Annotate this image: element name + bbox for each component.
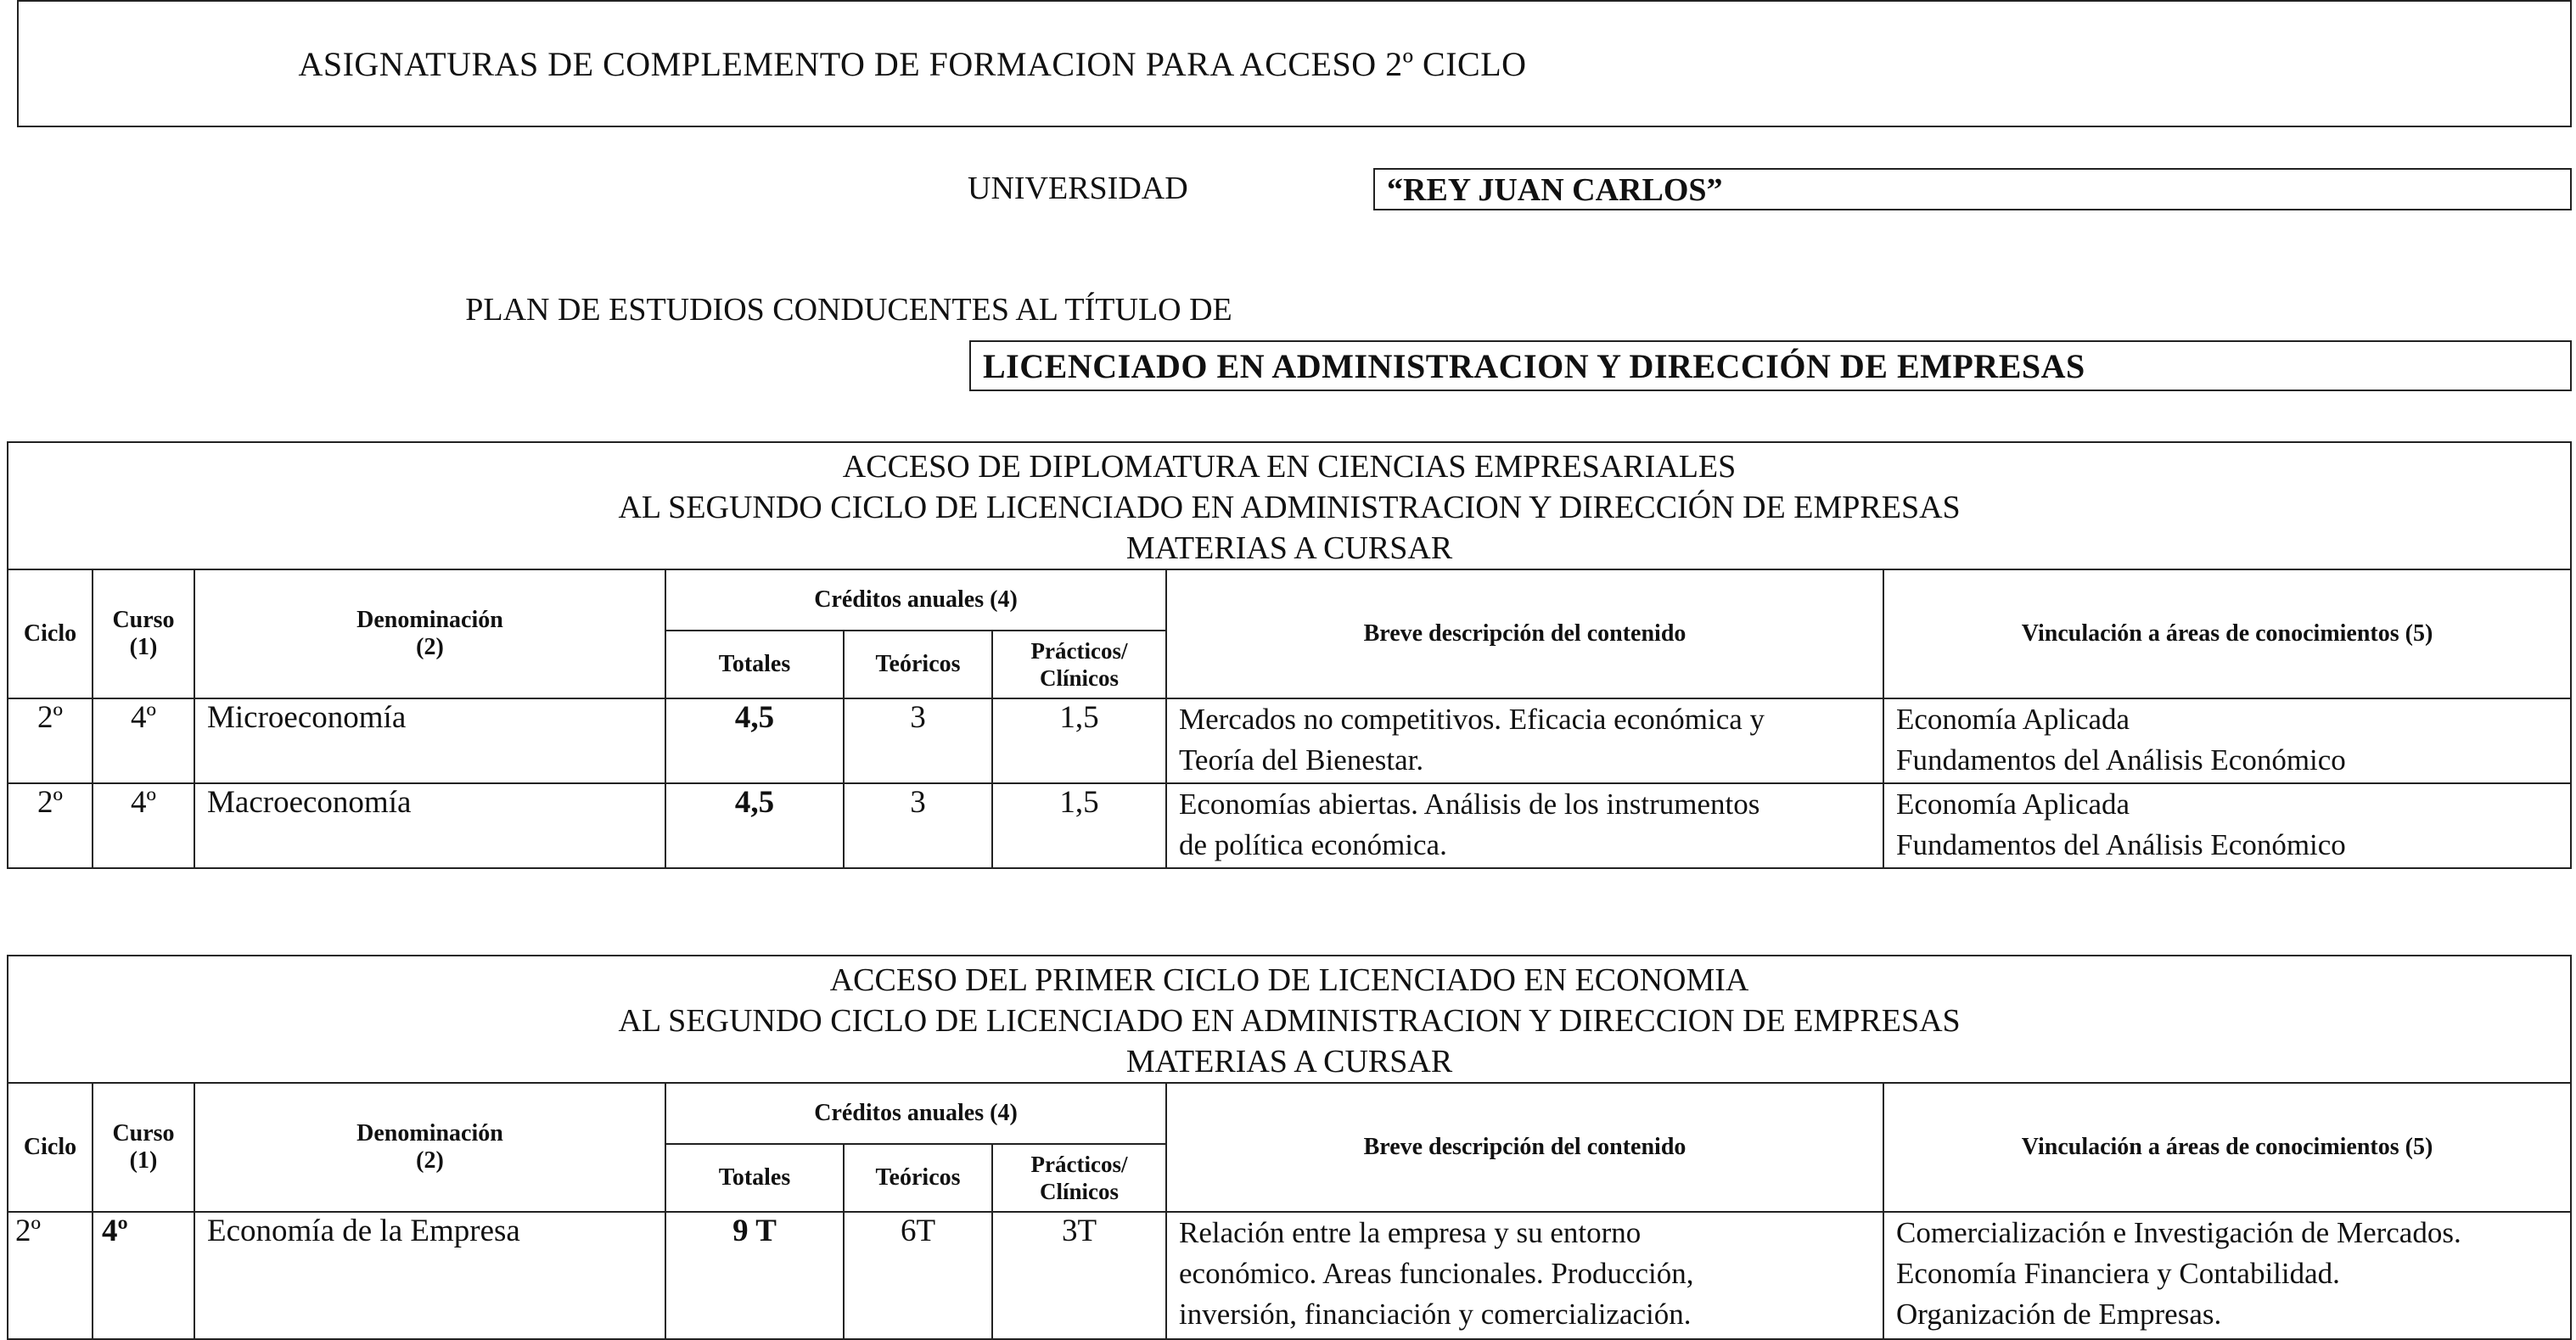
table-title: [8, 956, 2571, 1083]
descripcion-line: Economías abiertas. Análisis de los instrumentos: [1179, 788, 1760, 821]
cell-denominacion: Macroeconomía: [194, 783, 665, 868]
cell-curso: 4º: [93, 783, 194, 868]
descripcion-line: inversión, financiación y comercialización.: [1179, 1298, 1692, 1331]
col-practicos: [992, 631, 1166, 698]
descripcion-line: Relación entre la empresa y su entorno: [1179, 1216, 1642, 1249]
col-teoricos: Teóricos: [844, 1144, 992, 1212]
col-denominacion-label: Denominación: [356, 607, 503, 633]
cell-practicos: 3T: [992, 1212, 1166, 1339]
col-practicos-label: Prácticos/: [1030, 1152, 1128, 1177]
col-curso-label: Curso: [112, 1120, 175, 1147]
table-title: [8, 442, 2571, 569]
col-denominacion: [194, 569, 665, 698]
descripcion-line: económico. Areas funcionales. Producción,: [1179, 1257, 1694, 1290]
cell-curso: 4º: [93, 698, 194, 783]
vinculacion-line: Economía Aplicada: [1896, 703, 2130, 736]
cell-teoricos: 3: [844, 698, 992, 783]
cell-vinculacion: [1883, 1212, 2571, 1339]
degree-value: LICENCIADO EN ADMINISTRACION Y DIRECCIÓN DE EMPRESAS: [983, 347, 2085, 385]
table-title-line: MATERIAS A CURSAR: [1125, 1044, 1453, 1079]
cell-curso: 4º: [93, 1212, 194, 1339]
access-table-economia: [7, 955, 2572, 1340]
university-label: UNIVERSIDAD: [968, 171, 1188, 206]
col-practicos: [992, 1144, 1166, 1212]
col-descripcion: Breve descripción del contenido: [1166, 569, 1883, 698]
header-row: [8, 569, 2571, 631]
col-curso-label: Curso: [112, 607, 175, 633]
col-denominacion-label: Denominación: [356, 1120, 503, 1147]
vinculacion-line: Economía Aplicada: [1896, 788, 2130, 821]
col-curso-note: (1): [129, 634, 158, 660]
table-title-line: MATERIAS A CURSAR: [1125, 530, 1453, 566]
cell-descripcion: [1166, 783, 1883, 868]
cell-descripcion: [1166, 1212, 1883, 1339]
col-clinicos-label: Clínicos: [1039, 1179, 1119, 1204]
vinculacion-line: Economía Financiera y Contabilidad.: [1896, 1257, 2340, 1290]
col-totales: Totales: [665, 1144, 844, 1212]
col-clinicos-label: Clínicos: [1039, 665, 1119, 691]
cell-ciclo: 2º: [8, 698, 93, 783]
col-curso: [93, 1083, 194, 1212]
col-teoricos: Teóricos: [844, 631, 992, 698]
cell-practicos: 1,5: [992, 783, 1166, 868]
col-creditos: Créditos anuales (4): [665, 569, 1166, 631]
document-title: ASIGNATURAS DE COMPLEMENTO DE FORMACION PARA ACCESO 2º CICLO: [298, 45, 1527, 83]
cell-totales: 4,5: [665, 698, 844, 783]
descripcion-line: Teoría del Bienestar.: [1179, 743, 1424, 777]
table-title-row: [8, 956, 2571, 1083]
cell-teoricos: 6T: [844, 1212, 992, 1339]
col-denominacion-note: (2): [416, 1147, 444, 1174]
cell-denominacion: Economía de la Empresa: [194, 1212, 665, 1339]
col-curso-note: (1): [129, 1147, 158, 1174]
cell-totales: 4,5: [665, 783, 844, 868]
cell-ciclo: 2º: [8, 1212, 93, 1339]
col-ciclo: Ciclo: [8, 1083, 93, 1212]
col-denominacion: [194, 1083, 665, 1212]
cell-descripcion: [1166, 698, 1883, 783]
col-ciclo: Ciclo: [8, 569, 93, 698]
col-practicos-label: Prácticos/: [1030, 638, 1128, 664]
col-curso: [93, 569, 194, 698]
vinculacion-line: Comercialización e Investigación de Mercados.: [1896, 1216, 2461, 1249]
col-vinculacion: Vinculación a áreas de conocimientos (5): [1883, 569, 2571, 698]
col-creditos: Créditos anuales (4): [665, 1083, 1166, 1144]
vinculacion-line: Organización de Empresas.: [1896, 1298, 2222, 1331]
table-title-line: ACCESO DE DIPLOMATURA EN CIENCIAS EMPRESARIALES: [842, 449, 1737, 485]
table-row: [8, 783, 2571, 868]
vinculacion-line: Fundamentos del Análisis Económico: [1896, 743, 2346, 777]
cell-ciclo: 2º: [8, 783, 93, 868]
university-value: “REY JUAN CARLOS”: [1387, 172, 1723, 208]
university-field: [1373, 168, 2572, 210]
table-title-line: AL SEGUNDO CICLO DE LICENCIADO EN ADMINISTRACION Y DIRECCION DE EMPRESAS: [618, 1003, 1961, 1039]
degree-field: [969, 340, 2572, 391]
col-descripcion: Breve descripción del contenido: [1166, 1083, 1883, 1212]
cell-vinculacion: [1883, 783, 2571, 868]
cell-denominacion: Microeconomía: [194, 698, 665, 783]
table-title-line: ACCESO DEL PRIMER CICLO DE LICENCIADO EN ECONOMIA: [829, 962, 1749, 998]
col-totales: Totales: [665, 631, 844, 698]
cell-totales: 9 T: [665, 1212, 844, 1339]
plan-label: PLAN DE ESTUDIOS CONDUCENTES AL TÍTULO DE: [465, 292, 1232, 328]
cell-vinculacion: [1883, 698, 2571, 783]
header-row: [8, 1083, 2571, 1144]
vinculacion-line: Fundamentos del Análisis Económico: [1896, 828, 2346, 861]
access-table-diplomatura: [7, 441, 2572, 869]
cell-practicos: 1,5: [992, 698, 1166, 783]
table-row: [8, 698, 2571, 783]
cell-teoricos: 3: [844, 783, 992, 868]
col-vinculacion: Vinculación a áreas de conocimientos (5): [1883, 1083, 2571, 1212]
col-denominacion-note: (2): [416, 634, 444, 660]
table-row: [8, 1212, 2571, 1339]
table-title-row: [8, 442, 2571, 569]
table-title-line: AL SEGUNDO CICLO DE LICENCIADO EN ADMINISTRACION Y DIRECCIÓN DE EMPRESAS: [618, 490, 1961, 525]
descripcion-line: Mercados no competitivos. Eficacia económica y: [1179, 703, 1765, 736]
descripcion-line: de política económica.: [1179, 828, 1447, 861]
